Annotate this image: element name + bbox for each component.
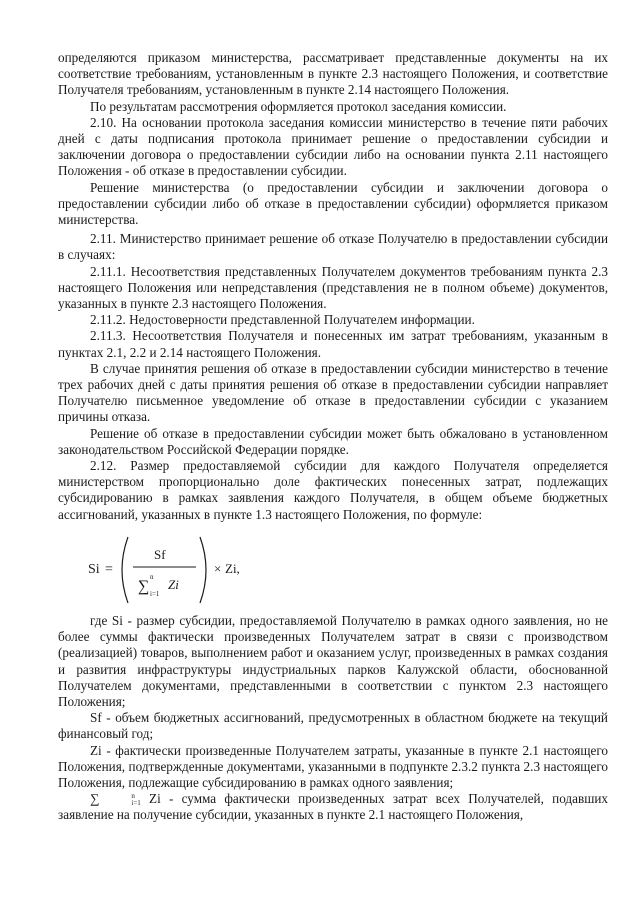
inline-sum	[90, 791, 161, 806]
formula-sum-lower: i=1	[150, 589, 160, 598]
formula-sum-upper: n	[150, 572, 154, 581]
formula-lhs: Si	[88, 561, 100, 577]
definition-sum-zi	[58, 791, 608, 823]
definition-zi: Zi - фактически произведенные Получателем затраты, указанные в пункте 2.1 настоящего Положения, подтвержденные документами, указанными в подпункте 2.3.2 пункта 2.3 настоящего Положения, подлежащие субсидированию в рамках одного заявления;	[58, 742, 608, 790]
inline-sum-sign: ∑	[90, 791, 100, 807]
right-paren	[200, 537, 206, 603]
formula-sum-term: Zi	[168, 576, 179, 592]
formula-factor: Zi,	[225, 560, 240, 576]
inline-sum-sub: i=1	[131, 799, 141, 808]
paragraph-2-11-2: 2.11.2. Недостоверности представленной Получателем информации.	[90, 312, 475, 328]
paragraph: Решение министерства (о предоставлении субсидии и заключении договора о предоставлении субсидии либо об отказе в предоставлении субсидии) оформляется приказом министерства.	[58, 179, 608, 228]
formula-svg	[88, 531, 288, 609]
formula-times: ×	[214, 560, 222, 576]
formula-numerator: Sf	[154, 546, 166, 562]
subsidy-formula	[58, 531, 608, 609]
paragraph-2-12: 2.12. Размер предоставляемой субсидии для каждого Получателя определяется министерством пропорционально доле фактических понесенных затрат, подлежащих субсидированию в рамках заявления каждого Получателя, в общем объеме бюджетных ассигнований, указанных в пункте 1.3 настоящего Положения, по формуле:	[58, 458, 608, 522]
paragraph: определяются приказом министерства, рассматривает представленные документы на их соответствие требованиям, установленным в пункте 2.3 настоящего Положения, и соответствие Получателя требованиям, установленным в пункте 2.14 настоящего Положения.	[58, 50, 608, 98]
formula-equals: =	[105, 561, 113, 577]
left-paren	[122, 537, 128, 603]
paragraph-2-11-3: 2.11.3. Несоответствия Получателя и понесенных им затрат требованиям, указанным в пунктах 2.1, 2.2 и 2.14 настоящего Положения.	[58, 328, 608, 360]
paragraph-2-10: 2.10. На основании протокола заседания комиссии министерство в течение пяти рабочих дней с даты подписания протокола принимает решение о предоставлении субсидии и заключении договора о предоставлении субсидии либо на основании пункта 2.11 настоящего Положения - об отказе в предоставлении субсидии.	[58, 114, 608, 179]
paragraph-2-11-1: 2.11.1. Несоответствия представленных Получателем документов требованиям пункта 2.3 настоящего Положения или непредставления (представления не в полном объеме) документов, указанных в пункте 2.3 настоящего Положения.	[58, 263, 608, 312]
paragraph: В случае принятия решения об отказе в предоставлении субсидии министерство в течение трех рабочих дней с даты принятия решения об отказе в предоставлении субсидии направляет Получателю письменное уведомление об отказе в предоставлении субсидии с указанием причины отказа.	[58, 360, 608, 425]
document-page	[58, 50, 608, 824]
inline-sum-term: Zi	[149, 791, 161, 807]
paragraph: По результатам рассмотрения оформляется протокол заседания комиссии.	[90, 98, 507, 114]
definition-si: где Si - размер субсидии, предоставляемой Получателю в рамках одного заявления, но не более суммы фактически произведенных Получателем затрат в связи с производством (реализацией) товаров, выполнением работ и оказанием услуг, произведенных в рамках создания и развития инфраструктуры индустриальных парков Калужской области, обоснованной Получателем документами, представленными в соответствии с пунктом 2.3 настоящего Положения;	[58, 612, 608, 709]
inline-sum-sup: n	[131, 792, 135, 801]
formula-sum-sign: ∑	[138, 577, 150, 595]
paragraph: Решение об отказе в предоставлении субсидии может быть обжаловано в установленном законодательством Российской Федерации порядке.	[58, 425, 608, 457]
paragraph-2-11: 2.11. Министерство принимает решение об отказе Получателю в предоставлении субсидии в случаях:	[58, 231, 608, 263]
definition-sf: Sf - объем бюджетных ассигнований, предусмотренных в областном бюджете на текущий финансовый год;	[58, 710, 608, 742]
definition-sum-text: - сумма фактически произведенных затрат всех Получателей, подавших заявление на получение субсидии, указанных в пункте 2.1 настоящего Положения,	[58, 791, 608, 823]
